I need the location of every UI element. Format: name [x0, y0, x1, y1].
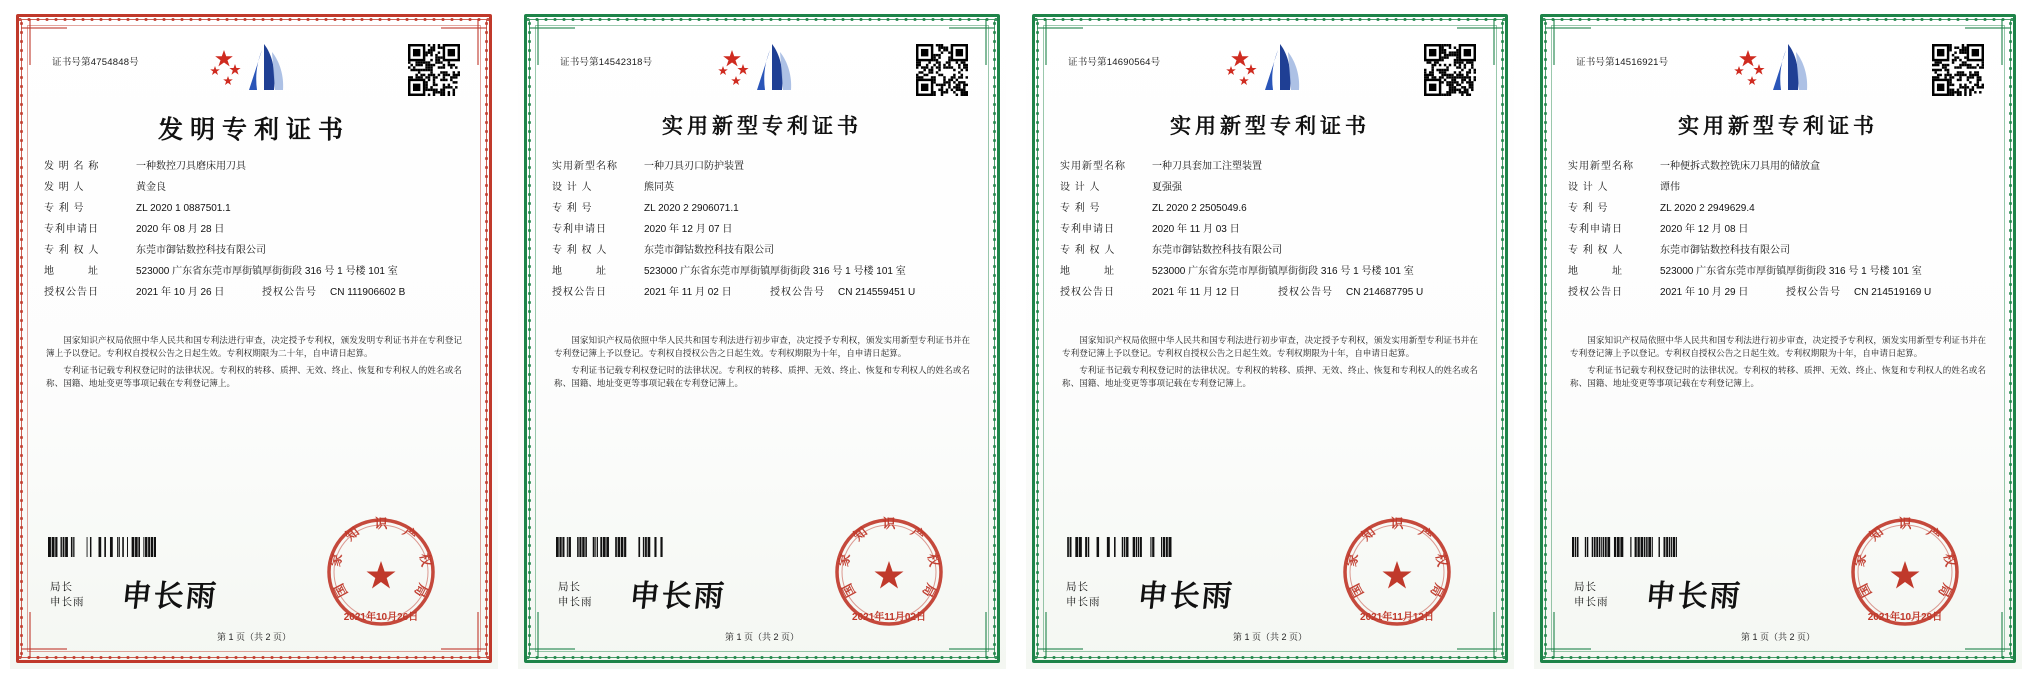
national-emblem-icon [1218, 40, 1322, 106]
page-footer: 第 1 页（共 2 页） [216, 632, 291, 642]
svg-text:产: 产 [1415, 524, 1436, 545]
field-label: 专 利 号 [1060, 203, 1101, 214]
field-value: 一种数控刀具磨床用刀具 [136, 161, 246, 172]
grant-date-label: 授权公告日 [1060, 287, 1115, 298]
field-label: 发 明 名 称 [44, 161, 100, 172]
svg-text:家: 家 [1344, 552, 1362, 569]
barcode-icon [1572, 537, 1680, 557]
signoff-line-title: 局长 [1574, 580, 1597, 593]
field-value: 523000 广东省东莞市厚街镇厚街街段 316 号 1 号楼 101 室 [1660, 266, 1922, 277]
field-value: ZL 2020 2 2906071.1 [644, 203, 739, 214]
field-label: 专利申请日 [1568, 224, 1623, 235]
field-label: 专 利 权 人 [1060, 245, 1116, 256]
official-seal [322, 513, 440, 631]
field-row [552, 223, 972, 237]
signoff-line-title: 局长 [50, 580, 73, 593]
legal-paragraph: 专利证书记载专利权登记时的法律状况。专利权的转移、质押、无效、终止、恢复和专利权人的姓名或名称、国籍、地址变更等事项记载在专利登记簿上。 [1062, 364, 1478, 388]
field-row [1568, 181, 1988, 195]
field-row [1060, 160, 1480, 174]
grant-number-label: 授权公告号 [1278, 287, 1333, 298]
field-label: 地 址 [1060, 266, 1115, 277]
grant-row [552, 286, 972, 300]
svg-text:产: 产 [907, 524, 928, 545]
field-label: 专 利 权 人 [44, 245, 100, 256]
certificate-body [10, 8, 498, 669]
patent-certificate [508, 0, 1016, 677]
field-label: 地 址 [552, 266, 607, 277]
field-row [552, 244, 972, 258]
field-row [44, 244, 464, 258]
signoff-line-name: 申长雨 [1574, 596, 1609, 609]
field-label: 专利申请日 [44, 224, 99, 235]
field-row [1060, 223, 1480, 237]
certificate-number: 证书号第14690564号 [1068, 57, 1161, 68]
field-row [1568, 244, 1988, 258]
seal-date: 2021年10月29日 [1867, 612, 1943, 623]
certificate-fields [1060, 160, 1480, 307]
field-label: 发 明 人 [44, 182, 85, 193]
official-seal [1338, 513, 1456, 631]
grant-number-value: CN 214519169 U [1854, 287, 1932, 298]
patent-certificate [0, 0, 508, 677]
field-row [1060, 202, 1480, 216]
field-value: 2020 年 11 月 03 日 [1152, 224, 1240, 235]
handwritten-signature: 申长雨 [1643, 579, 1744, 614]
grant-date-label: 授权公告日 [1568, 287, 1623, 298]
field-row [44, 265, 464, 279]
national-emblem-icon [710, 40, 814, 106]
field-label: 专利申请日 [552, 224, 607, 235]
grant-date-value: 2021 年 10 月 29 日 [1660, 287, 1749, 298]
barcode-icon [48, 537, 156, 557]
field-value: 夏强强 [1152, 182, 1182, 193]
legal-paragraph: 国家知识产权局依照中华人民共和国专利法进行初步审查，决定授予专利权，颁发实用新型专利证书并在专利登记簿上予以登记。专利权自授权公告之日起生效。专利权期限为十年，自申请日起算。 [554, 335, 970, 359]
grant-row [44, 286, 464, 300]
field-label: 专利申请日 [1060, 224, 1115, 235]
field-row [1060, 265, 1480, 279]
field-label: 专 利 权 人 [552, 245, 608, 256]
certificate-body [1534, 8, 2022, 669]
field-row [44, 181, 464, 195]
field-label: 设 计 人 [552, 182, 593, 193]
handwritten-signature: 申长雨 [119, 579, 220, 614]
svg-text:权: 权 [924, 552, 942, 569]
field-value: 2020 年 12 月 08 日 [1660, 224, 1749, 235]
page-footer: 第 1 页（共 2 页） [1740, 632, 1815, 642]
certificate-fields [1568, 160, 1988, 307]
field-row [552, 160, 972, 174]
grant-number-value: CN 214687795 U [1346, 287, 1424, 298]
certificate-content [34, 32, 474, 645]
field-label: 实用新型名称 [1060, 161, 1126, 172]
field-row [552, 181, 972, 195]
svg-text:产: 产 [1923, 524, 1944, 545]
field-label: 实用新型名称 [1568, 161, 1634, 172]
svg-text:国: 国 [840, 580, 860, 600]
legal-paragraph: 专利证书记载专利权登记时的法律状况。专利权的转移、质押、无效、终止、恢复和专利权人的姓名或名称、国籍、地址变更等事项记载在专利登记簿上。 [46, 364, 462, 388]
svg-text:权: 权 [1940, 552, 1958, 569]
signoff-line-name: 申长雨 [558, 596, 593, 609]
field-value: 谭伟 [1660, 182, 1680, 193]
page-footer: 第 1 页（共 2 页） [724, 632, 799, 642]
grant-date-value: 2021 年 11 月 12 日 [1152, 287, 1240, 298]
handwritten-signature: 申长雨 [1135, 579, 1236, 614]
signoff-line-title: 局长 [1066, 580, 1089, 593]
patent-certificate [1016, 0, 1524, 677]
svg-text:产: 产 [399, 524, 420, 545]
field-value: 东莞市御钴数控科技有限公司 [1152, 245, 1282, 256]
qr-code-icon [1932, 44, 1984, 96]
field-label: 地 址 [1568, 266, 1623, 277]
field-row [1060, 181, 1480, 195]
svg-text:权: 权 [1432, 552, 1450, 569]
field-value: 一种刀具套加工注塑装置 [1152, 161, 1262, 172]
field-value: ZL 2020 2 2505049.6 [1152, 203, 1247, 214]
seal-date: 2021年10月26日 [343, 612, 419, 623]
seal-date: 2021年11月02日 [852, 612, 926, 623]
field-row [44, 223, 464, 237]
field-row [1060, 244, 1480, 258]
official-seal [830, 513, 948, 631]
signoff-line-name: 申长雨 [50, 596, 85, 609]
certificate-title: 实用新型专利证书 [1170, 113, 1370, 138]
certificate-title: 实用新型专利证书 [662, 113, 862, 138]
legal-notice [1062, 334, 1478, 393]
field-label: 专 利 号 [552, 203, 593, 214]
grant-date-label: 授权公告日 [44, 287, 99, 298]
field-label: 设 计 人 [1060, 182, 1101, 193]
svg-text:知: 知 [342, 524, 363, 545]
field-value: 东莞市御钴数控科技有限公司 [136, 245, 266, 256]
svg-text:识: 识 [882, 517, 896, 532]
certificate-title: 发明专利证书 [157, 115, 350, 144]
field-value: 523000 广东省东莞市厚街镇厚街街段 316 号 1 号楼 101 室 [644, 266, 906, 277]
field-row [552, 202, 972, 216]
field-value: 一种刀具刃口防护装置 [644, 161, 744, 172]
legal-paragraph: 国家知识产权局依照中华人民共和国专利法进行初步审查，决定授予专利权，颁发实用新型专利证书并在专利登记簿上予以登记。专利权自授权公告之日起生效。专利权期限为十年，自申请日起算。 [1570, 335, 1986, 359]
svg-text:知: 知 [1358, 524, 1379, 545]
barcode-icon [556, 537, 664, 557]
field-value: 东莞市御钴数控科技有限公司 [644, 245, 774, 256]
legal-paragraph: 专利证书记载专利权登记时的法律状况。专利权的转移、质押、无效、终止、恢复和专利权人的姓名或名称、国籍、地址变更等事项记载在专利登记簿上。 [1570, 364, 1986, 388]
certificate-content [1050, 32, 1490, 645]
svg-text:国: 国 [1856, 580, 1876, 600]
certificate-body [1026, 8, 1514, 669]
qr-code-icon [408, 44, 460, 96]
svg-text:局: 局 [918, 580, 938, 600]
legal-notice [1570, 334, 1986, 393]
certificate-content [1558, 32, 1998, 645]
field-label: 设 计 人 [1568, 182, 1609, 193]
field-label: 专 利 权 人 [1568, 245, 1624, 256]
signoff-line-title: 局长 [558, 580, 581, 593]
svg-text:局: 局 [410, 580, 430, 600]
grant-number-label: 授权公告号 [262, 287, 317, 298]
certificate-body [518, 8, 1006, 669]
field-label: 专 利 号 [1568, 203, 1609, 214]
national-emblem-icon [202, 40, 306, 106]
field-value: 523000 广东省东莞市厚街镇厚街街段 316 号 1 号楼 101 室 [136, 266, 398, 277]
svg-text:局: 局 [1934, 580, 1954, 600]
signoff-block [50, 580, 85, 612]
field-row [1568, 223, 1988, 237]
signoff-block [558, 580, 593, 612]
qr-code-icon [916, 44, 968, 96]
barcode-icon [1064, 537, 1172, 557]
field-row [552, 265, 972, 279]
field-value: 熊同英 [644, 182, 674, 193]
grant-number-value: CN 214559451 U [838, 287, 916, 298]
field-row [44, 160, 464, 174]
svg-text:家: 家 [328, 552, 346, 569]
field-value: 2020 年 08 月 28 日 [136, 224, 225, 235]
svg-text:识: 识 [1898, 517, 1912, 532]
grant-date-value: 2021 年 11 月 02 日 [644, 287, 732, 298]
field-value: 一种便拆式数控铣床刀具用的储放盒 [1660, 161, 1820, 172]
svg-text:家: 家 [836, 552, 854, 569]
signoff-line-name: 申长雨 [1066, 596, 1101, 609]
grant-row [1568, 286, 1988, 300]
grant-number-label: 授权公告号 [770, 287, 825, 298]
handwritten-signature: 申长雨 [627, 579, 728, 614]
certificate-fields [552, 160, 972, 307]
field-row [44, 202, 464, 216]
field-label: 实用新型名称 [552, 161, 618, 172]
certificate-number: 证书号第14542318号 [560, 57, 653, 68]
svg-text:家: 家 [1852, 552, 1870, 569]
signoff-block [1066, 580, 1101, 612]
grant-number-label: 授权公告号 [1786, 287, 1841, 298]
svg-text:国: 国 [332, 580, 352, 600]
svg-text:知: 知 [1866, 524, 1887, 545]
grant-row [1060, 286, 1480, 300]
field-row [1568, 160, 1988, 174]
legal-notice [554, 334, 970, 393]
national-emblem-icon [1726, 40, 1830, 106]
field-value: 2020 年 12 月 07 日 [644, 224, 733, 235]
svg-text:国: 国 [1348, 580, 1368, 600]
legal-notice [46, 334, 462, 393]
seal-date: 2021年11月12日 [1360, 612, 1434, 623]
legal-paragraph: 专利证书记载专利权登记时的法律状况。专利权的转移、质押、无效、终止、恢复和专利权人的姓名或名称、国籍、地址变更等事项记载在专利登记簿上。 [554, 364, 970, 388]
legal-paragraph: 国家知识产权局依照中华人民共和国专利法进行初步审查，决定授予专利权，颁发实用新型专利证书并在专利登记簿上予以登记。专利权自授权公告之日起生效。专利权期限为十年，自申请日起算。 [1062, 335, 1478, 359]
field-value: 黄金良 [136, 182, 166, 193]
svg-text:知: 知 [850, 524, 871, 545]
field-value: ZL 2020 1 0887501.1 [136, 203, 231, 214]
certificate-content [542, 32, 982, 645]
page-footer: 第 1 页（共 2 页） [1232, 632, 1307, 642]
certificate-title: 实用新型专利证书 [1678, 113, 1878, 138]
certificate-fields [44, 160, 464, 307]
official-seal [1846, 513, 1964, 631]
field-value: 东莞市御钴数控科技有限公司 [1660, 245, 1790, 256]
field-value: ZL 2020 2 2949629.4 [1660, 203, 1755, 214]
certificate-number: 证书号第4754848号 [52, 57, 139, 68]
field-row [1568, 265, 1988, 279]
patent-certificate [1524, 0, 2032, 677]
grant-date-value: 2021 年 10 月 26 日 [136, 287, 225, 298]
field-row [1568, 202, 1988, 216]
field-label: 地 址 [44, 266, 99, 277]
svg-text:局: 局 [1426, 580, 1446, 600]
grant-date-label: 授权公告日 [552, 287, 607, 298]
certificate-number: 证书号第14516921号 [1576, 57, 1669, 68]
svg-text:识: 识 [374, 517, 388, 532]
grant-number-value: CN 111906602 B [330, 287, 406, 298]
field-value: 523000 广东省东莞市厚街镇厚街街段 316 号 1 号楼 101 室 [1152, 266, 1414, 277]
field-label: 专 利 号 [44, 203, 85, 214]
signoff-block [1574, 580, 1609, 612]
qr-code-icon [1424, 44, 1476, 96]
legal-paragraph: 国家知识产权局依照中华人民共和国专利法进行审查，决定授予专利权，颁发发明专利证书并在专利登记簿上予以登记。专利权自授权公告之日起生效。专利权期限为二十年，自申请日起算。 [46, 335, 462, 359]
svg-text:识: 识 [1390, 517, 1404, 532]
svg-text:权: 权 [416, 552, 434, 569]
